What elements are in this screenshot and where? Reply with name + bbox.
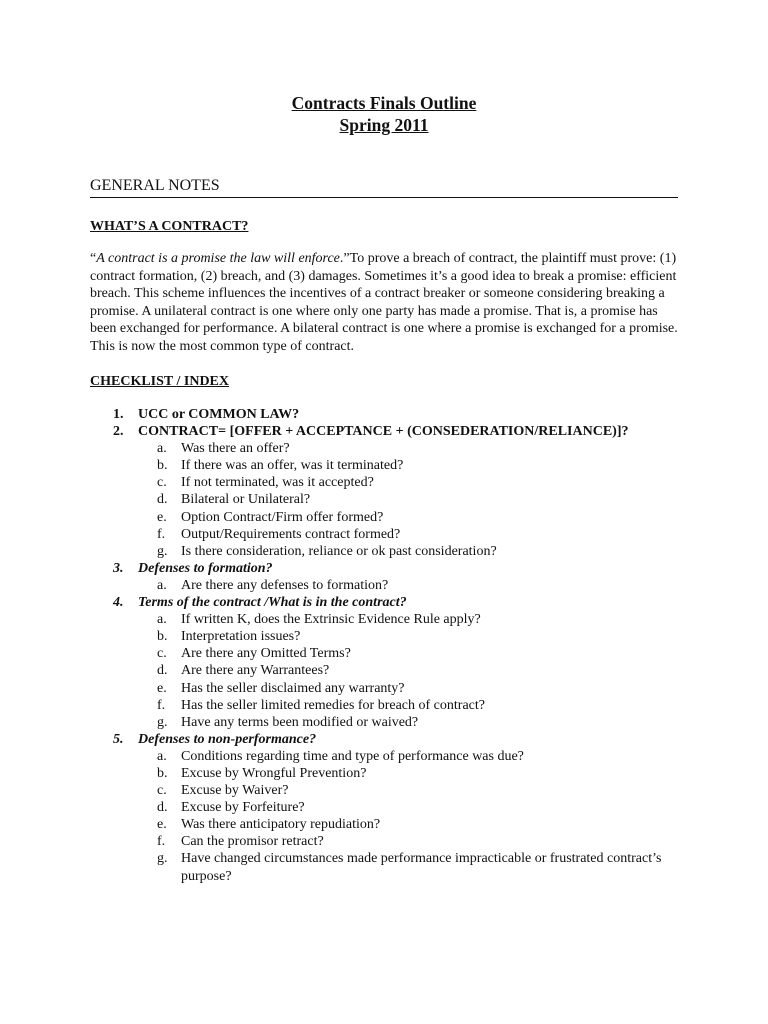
whats-a-contract-heading: WHAT’S A CONTRACT? <box>90 219 249 234</box>
checklist-subitem-text: Has the seller limited remedies for breach of contract? <box>181 697 485 713</box>
checklist-item-text: UCC or COMMON LAW? <box>138 407 300 422</box>
checklist-sublist <box>90 577 690 594</box>
checklist-subitem-letter: d. <box>157 492 168 508</box>
checklist-subitem <box>90 457 690 474</box>
contract-definition-paragraph <box>90 250 680 356</box>
contract-quote: A contract is a promise the law will enforce <box>96 251 340 266</box>
checklist-list <box>90 406 690 885</box>
checklist-subitem-letter: f. <box>157 526 166 542</box>
checklist-subitem-letter: d. <box>157 800 168 816</box>
checklist-subitem <box>90 850 690 884</box>
checklist-subitem-letter: c. <box>157 475 167 491</box>
document-title <box>0 92 768 136</box>
checklist-subitem-letter: f. <box>157 834 166 850</box>
checklist-subitem <box>90 526 690 543</box>
checklist-subitem-letter: b. <box>157 629 168 645</box>
checklist-subitem-letter: b. <box>157 458 168 474</box>
checklist-item-text: CONTRACT= [OFFER + ACCEPTANCE + (CONSEDERATION/RELIANCE)]? <box>138 424 629 440</box>
checklist-subitem <box>90 816 690 833</box>
checklist-subitem <box>90 697 690 714</box>
checklist-subitem-text: Output/Requirements contract formed? <box>181 526 401 542</box>
checklist-subitem-letter: a. <box>157 612 167 628</box>
checklist-subitem <box>90 440 690 457</box>
checklist-subitem-letter: a. <box>157 748 167 764</box>
checklist-subitem <box>90 474 690 491</box>
checklist-subitem-text: Option Contract/Firm offer formed? <box>181 509 384 525</box>
checklist-subitem-letter: g. <box>157 543 168 559</box>
checklist-subitem-text: Excuse by Wrongful Prevention? <box>181 765 367 781</box>
checklist-subitem <box>90 509 690 526</box>
checklist-subitem-letter: d. <box>157 663 168 679</box>
checklist-subitem-text: Was there an offer? <box>181 441 290 457</box>
checklist-subitem <box>90 611 690 628</box>
checklist-subitem-letter: a. <box>157 441 167 457</box>
checklist-subitem-text: Have changed circumstances made performance impracticable or frustrated contract’s purpose? <box>181 851 662 884</box>
checklist-subitem <box>90 799 690 816</box>
checklist-heading: CHECKLIST / INDEX <box>90 374 230 389</box>
checklist-item-row <box>90 406 690 423</box>
checklist-subitem-letter: c. <box>157 783 167 799</box>
checklist-subitem-text: Has the seller disclaimed any warranty? <box>181 680 405 696</box>
checklist-subitem-letter: e. <box>157 509 167 525</box>
checklist-subitem-text: Are there any defenses to formation? <box>181 577 389 593</box>
checklist-subitem-text: Are there any Omitted Terms? <box>181 646 351 662</box>
checklist-subitem-text: Have any terms been modified or waived? <box>181 714 419 730</box>
checklist-item <box>90 594 690 731</box>
open-quote: “ <box>90 251 97 266</box>
checklist-subitem-text: If written K, does the Extrinsic Evidence Rule apply? <box>181 612 481 628</box>
checklist-subitem <box>90 577 690 594</box>
checklist-subitem <box>90 543 690 560</box>
checklist-subitem-letter: f. <box>157 697 166 713</box>
checklist-subitem <box>90 680 690 697</box>
checklist-subitem <box>90 748 690 765</box>
checklist-subitem-text: Can the promisor retract? <box>181 834 324 850</box>
checklist-subitem <box>90 782 690 799</box>
title-line-1: Contracts Finals Outline <box>291 93 477 113</box>
checklist-subitem <box>90 491 690 508</box>
checklist-subitem-text: Conditions regarding time and type of performance was due? <box>181 748 524 764</box>
checklist-sublist <box>90 440 690 560</box>
checklist-sublist <box>90 748 690 885</box>
checklist-item <box>90 423 690 560</box>
checklist-subitem-letter: e. <box>157 817 167 833</box>
checklist-subitem <box>90 765 690 782</box>
checklist-item-row <box>90 594 690 611</box>
checklist-subitem-text: If there was an offer, was it terminated? <box>181 458 404 474</box>
checklist-subitem-letter: g. <box>157 714 168 730</box>
checklist-subitem-text: Interpretation issues? <box>181 629 301 645</box>
checklist-item-number: 2. <box>113 424 124 440</box>
checklist-item-row <box>90 731 690 748</box>
checklist-subitem-text: Is there consideration, reliance or ok past consideration? <box>181 543 497 559</box>
checklist-subitem <box>90 833 690 850</box>
checklist-item-text: Defenses to formation? <box>138 560 273 576</box>
checklist-item <box>90 560 690 594</box>
checklist-subitem-letter: g. <box>157 851 168 867</box>
general-notes-heading: GENERAL NOTES <box>90 176 678 198</box>
title-line-2: Spring 2011 <box>339 115 429 135</box>
checklist-item-text: Terms of the contract /What is in the contract? <box>138 595 407 611</box>
checklist-subitem-text: Excuse by Forfeiture? <box>181 800 305 816</box>
checklist-subitem-text: Excuse by Waiver? <box>181 783 289 799</box>
checklist-item-row <box>90 423 690 440</box>
checklist-item-number: 5. <box>113 731 124 747</box>
checklist-subitem-text: Was there anticipatory repudiation? <box>181 817 381 833</box>
checklist-sublist <box>90 611 690 731</box>
checklist-item <box>90 731 690 885</box>
checklist-subitem-letter: c. <box>157 646 167 662</box>
checklist-subitem-text: Bilateral or Unilateral? <box>181 492 311 508</box>
checklist-subitem <box>90 645 690 662</box>
checklist-item-row <box>90 560 690 577</box>
checklist-subitem-text: If not terminated, was it accepted? <box>181 475 374 491</box>
checklist-item <box>90 406 690 423</box>
checklist-item-text: Defenses to non-performance? <box>138 731 317 747</box>
checklist-subitem <box>90 628 690 645</box>
checklist-item-number: 3. <box>113 560 124 576</box>
checklist-subitem-letter: a. <box>157 577 167 593</box>
checklist-subitem <box>90 662 690 679</box>
checklist-item-number: 4. <box>113 595 124 611</box>
contract-definition-body: To prove a breach of contract, the plaintiff must prove: (1) contract formation, (2) breach, and (3) damages. Sometimes it’s a good idea to break a promise: efficient breach. This scheme influences the incentives of a contract breaker or someone considering breaking a promise. A unilateral contract is one where only one party has made a promise. That is, a promise has been exchanged for performance. A bilateral contract is one where a promise is exchanged for a promise. This is now the most common type of contract. <box>90 251 678 354</box>
checklist-subitem-letter: e. <box>157 680 167 696</box>
close-quote: .” <box>339 251 350 266</box>
checklist-subitem-letter: b. <box>157 765 168 781</box>
checklist-subitem-text: Are there any Warrantees? <box>181 663 330 679</box>
checklist-subitem <box>90 714 690 731</box>
checklist-item-number: 1. <box>113 407 124 422</box>
